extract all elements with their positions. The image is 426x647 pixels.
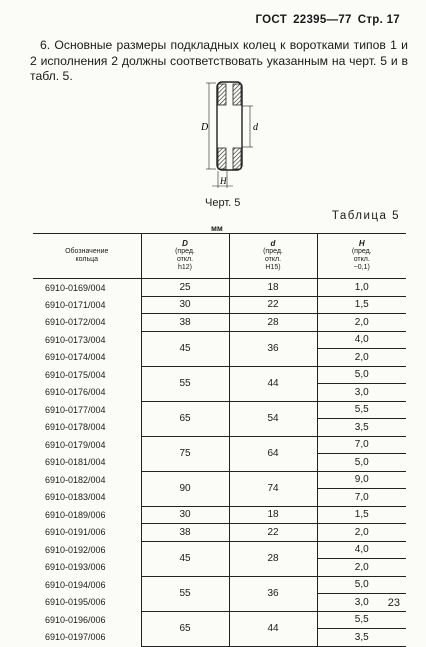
cell-D: 65 xyxy=(141,409,229,427)
table-row xyxy=(33,506,406,524)
cell-H: 1,5 xyxy=(317,296,406,314)
cell-D: 90 xyxy=(141,479,229,497)
dimensions-table xyxy=(33,233,406,647)
table-row xyxy=(33,436,406,454)
cell-designation: 6910-0194/006 xyxy=(45,579,106,590)
figure-caption: Черт. 5 xyxy=(205,197,241,209)
table-header-row xyxy=(33,234,406,279)
table-row xyxy=(33,524,406,542)
cell-H: 7,0 xyxy=(317,489,406,507)
cell-H: 5,5 xyxy=(317,401,406,419)
dim-label-d: d xyxy=(253,122,258,133)
cell-designation: 6910-0176/004 xyxy=(45,387,106,398)
cell-designation: 6910-0181/004 xyxy=(45,457,106,468)
cell-d: 36 xyxy=(229,584,317,602)
cell-designation: 6910-0173/004 xyxy=(45,334,106,345)
cell-d: 74 xyxy=(229,479,317,497)
cell-designation: 6910-0193/006 xyxy=(45,562,106,573)
cell-d: 18 xyxy=(229,506,317,524)
header-name-line1: Обозначение xyxy=(65,248,109,255)
cell-H: 3,0 xyxy=(317,384,406,402)
cell-designation: 6910-0178/004 xyxy=(45,422,106,433)
header-H-line1: (пред. xyxy=(351,248,372,255)
cell-D: 45 xyxy=(141,549,229,567)
header-D-line2: откл. xyxy=(176,256,194,263)
cell-H: 3,0 xyxy=(317,594,406,612)
cell-D: 55 xyxy=(141,374,229,392)
table-units: мм xyxy=(211,224,223,233)
table-row xyxy=(33,279,406,297)
cell-d: 18 xyxy=(229,279,317,297)
cell-designation: 6910-0197/006 xyxy=(45,632,106,643)
header-gost: ГОСТ xyxy=(255,14,288,26)
header-D-line3: h12) xyxy=(177,264,192,271)
cell-D: 55 xyxy=(141,584,229,602)
cell-H: 7,0 xyxy=(317,436,406,454)
cell-D: 25 xyxy=(141,279,229,297)
header-d-line3: H15) xyxy=(265,264,281,271)
header-standard-number: 22395—77 xyxy=(293,14,352,26)
cell-d: 22 xyxy=(229,524,317,542)
table-row xyxy=(33,541,406,559)
cell-H: 4,0 xyxy=(317,331,406,349)
cell-D: 45 xyxy=(141,339,229,357)
cell-designation: 6910-0171/004 xyxy=(45,299,106,310)
cell-D: 38 xyxy=(141,314,229,332)
header-d-symbol: d xyxy=(270,239,276,248)
header-H xyxy=(317,234,406,279)
table-row xyxy=(33,366,406,384)
cell-H: 5,0 xyxy=(317,576,406,594)
header-D xyxy=(141,234,229,279)
table-caption: Таблица 5 xyxy=(331,210,400,222)
cell-d: 28 xyxy=(229,549,317,567)
cell-H: 1,0 xyxy=(317,279,406,297)
header-D-symbol: D xyxy=(182,239,188,248)
cell-designation: 6910-0183/004 xyxy=(45,492,106,503)
cell-D: 75 xyxy=(141,444,229,462)
cell-H: 5,5 xyxy=(317,611,406,629)
cell-designation: 6910-0177/004 xyxy=(45,404,106,415)
cell-H: 2,0 xyxy=(317,349,406,367)
dim-label-D: D xyxy=(201,122,209,133)
cell-d: 36 xyxy=(229,339,317,357)
cell-D: 38 xyxy=(141,524,229,542)
header-H-line3: −0,1) xyxy=(353,264,370,271)
header-page-ref: Стр. 17 xyxy=(357,14,400,26)
header-d-line2: откл. xyxy=(264,256,282,263)
cell-designation: 6910-0192/006 xyxy=(45,544,106,555)
header-name-line2: кольца xyxy=(75,256,98,263)
cell-d: 44 xyxy=(229,619,317,637)
cell-designation: 6910-0196/006 xyxy=(45,614,106,625)
cell-D: 30 xyxy=(141,506,229,524)
cell-H: 3,5 xyxy=(317,629,406,647)
table-row xyxy=(33,611,406,629)
header-H-line2: откл. xyxy=(353,256,370,263)
cell-designation: 6910-0172/004 xyxy=(45,317,106,328)
cell-designation: 6910-0182/004 xyxy=(45,474,106,485)
cell-designation: 6910-0175/004 xyxy=(45,369,106,380)
cell-d: 54 xyxy=(229,409,317,427)
table-body xyxy=(33,279,406,647)
dim-label-H: H xyxy=(220,176,227,186)
table-row xyxy=(33,576,406,594)
cell-H: 5,0 xyxy=(317,454,406,472)
header-H-symbol: H xyxy=(358,239,365,248)
table-row xyxy=(33,331,406,349)
header-name xyxy=(33,234,141,279)
cell-designation: 6910-0191/006 xyxy=(45,527,106,538)
cell-H: 4,0 xyxy=(317,541,406,559)
page-number: 23 xyxy=(387,597,400,609)
cell-H: 1,5 xyxy=(317,506,406,524)
cell-designation: 6910-0179/004 xyxy=(45,439,106,450)
table-row xyxy=(33,471,406,489)
cell-designation: 6910-0169/004 xyxy=(45,282,106,293)
cell-H: 2,0 xyxy=(317,559,406,577)
cell-D: 65 xyxy=(141,619,229,637)
cell-designation: 6910-0195/006 xyxy=(45,597,106,608)
cell-d: 22 xyxy=(229,296,317,314)
cell-designation: 6910-0189/006 xyxy=(45,509,106,520)
cell-d: 64 xyxy=(229,444,317,462)
cell-D: 30 xyxy=(141,296,229,314)
cell-H: 2,0 xyxy=(317,524,406,542)
section-paragraph: 6. Основные размеры подкладных колец к воротками типов 1 и 2 исполнения 2 должны соответствовать указанным на черт. 5 и в табл. 5. xyxy=(30,38,408,83)
table-row xyxy=(33,296,406,314)
cell-d: 44 xyxy=(229,374,317,392)
header-d xyxy=(229,234,317,279)
cell-H: 9,0 xyxy=(317,471,406,489)
header-d-line1: (пред. xyxy=(263,248,283,255)
cell-H: 2,0 xyxy=(317,314,406,332)
table-row xyxy=(33,314,406,332)
ring-drawing xyxy=(180,80,270,192)
cell-H: 5,0 xyxy=(317,366,406,384)
cell-d: 28 xyxy=(229,314,317,332)
page-header xyxy=(250,14,400,26)
table-row xyxy=(33,401,406,419)
cell-H: 3,5 xyxy=(317,419,406,437)
header-D-line1: (пред. xyxy=(175,248,195,255)
cell-designation: 6910-0174/004 xyxy=(45,352,106,363)
